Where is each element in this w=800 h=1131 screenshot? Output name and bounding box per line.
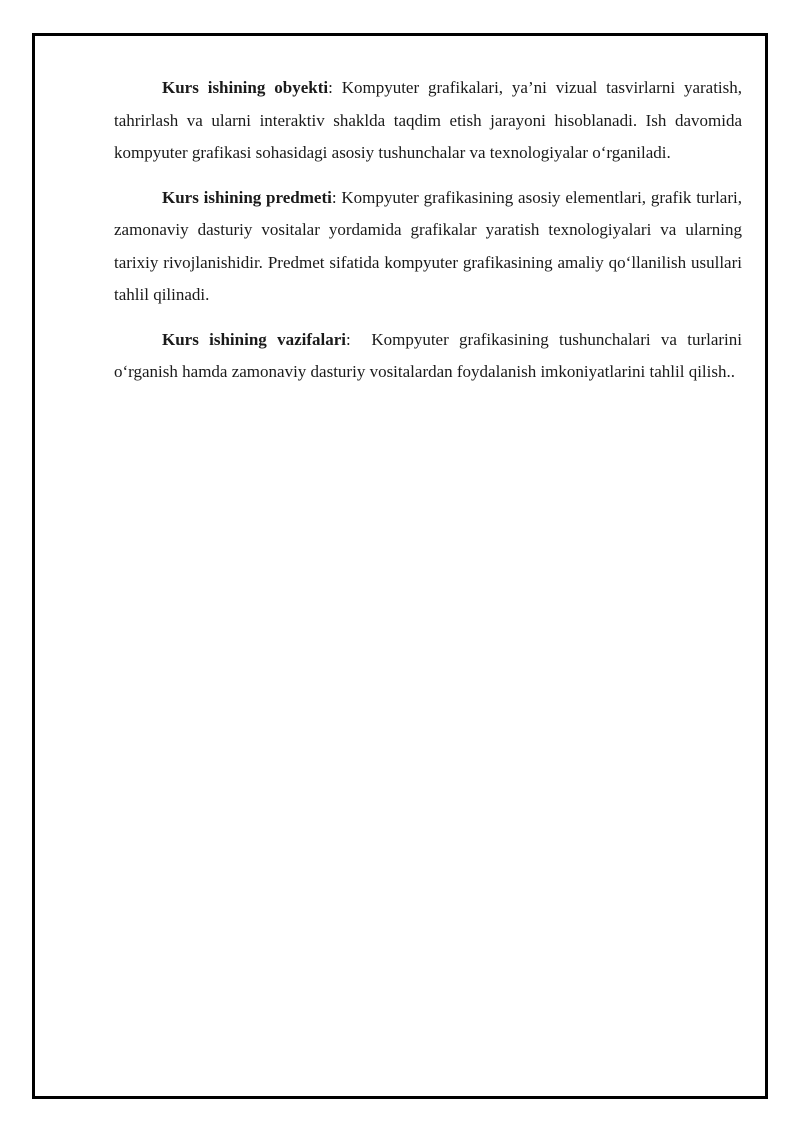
term-separator: :	[346, 329, 351, 349]
term-object: Kurs ishining obyekti	[162, 78, 329, 97]
term-separator: :	[331, 187, 337, 207]
paragraph-text: Kompyuter grafikasining tushunchalari va turlarini o‘rganish hamda zamonaviy dasturiy vositalardan foydalanish imkoniyatlarini tahlil qilish..	[114, 329, 747, 381]
document-body	[114, 72, 747, 401]
paragraph-subject	[114, 182, 742, 312]
paragraph-tasks	[114, 324, 747, 389]
term-tasks: Kurs ishining vazifalari	[162, 329, 346, 349]
paragraph-object	[114, 72, 742, 170]
paragraph-text: Kompyuter grafikasining asosiy elementlari, grafik turlari, zamonaviy dasturiy vositalar yordamida grafikalar yaratish texnologiyalari va ularning tarixiy rivojlanishidir. Predmet sifatida kompyuter grafikasining amaliy qo‘llanilish usullari tahlil qilinadi.	[114, 187, 742, 304]
term-subject: Kurs ishining predmeti	[162, 187, 332, 207]
term-separator: :	[328, 78, 333, 97]
paragraph-text: Kompyuter grafikalari, ya’ni vizual tasvirlarni yaratish, tahrirlash va ularni interaktiv shaklda taqdim etish jarayoni hisoblanadi. Ish davomida kompyuter grafikasi sohasidagi asosiy tushunchalar va texnologiyalar o‘rganiladi.	[114, 78, 743, 162]
